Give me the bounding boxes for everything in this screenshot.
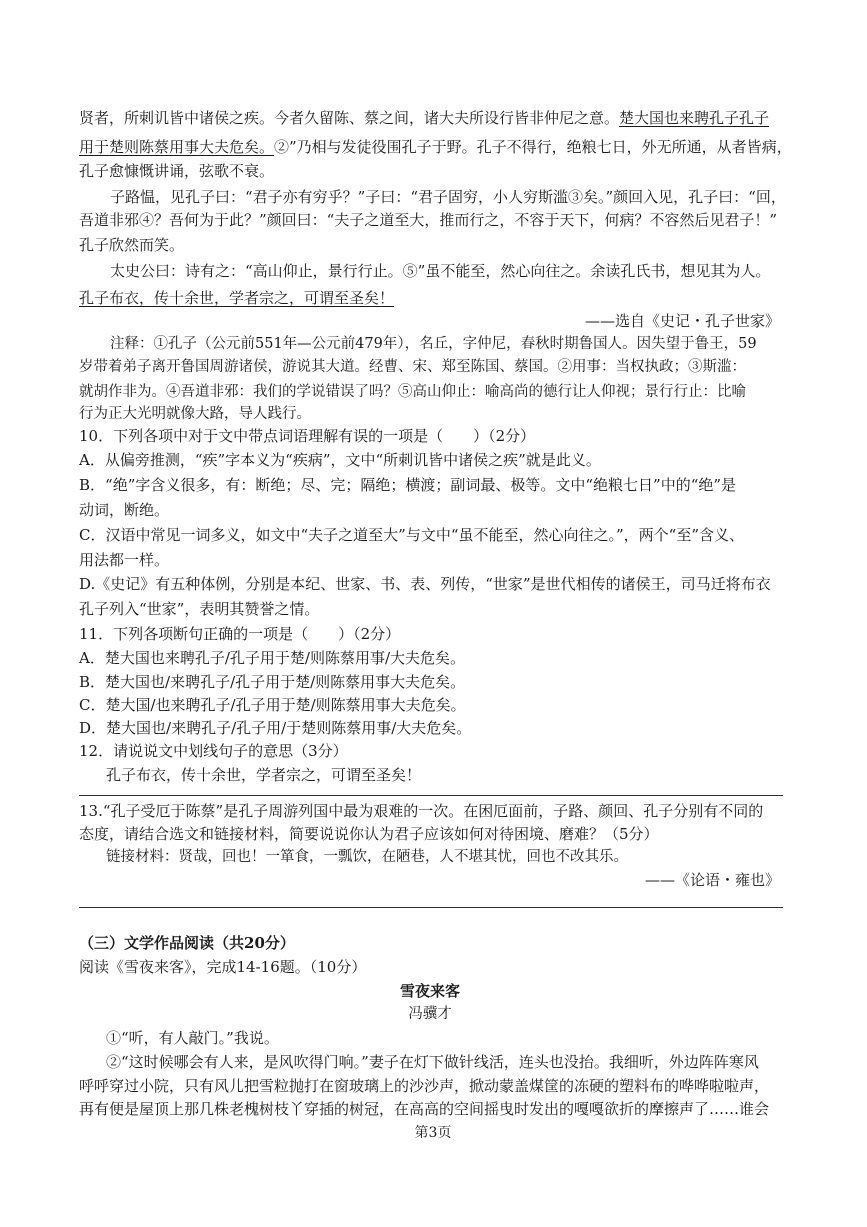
- divider: [79, 907, 783, 908]
- option-c-cont: 用法都一样。: [79, 551, 170, 569]
- question-12-stem: 12．请说说文中划线句子的意思（3分）: [79, 742, 348, 760]
- note-line: 行为正大光明就像大路，导人践行。: [79, 406, 311, 422]
- note-line: 就胡作非为。④吾道非邪：我们的学说错误了吗？⑤高山仰止：喻高尚的德行让人仰视；景行行止：比喻: [79, 384, 746, 400]
- question-11-stem: 11．下列各项断句正确的一项是（ ）（2分）: [79, 625, 401, 643]
- option-b-cont: 动词，断绝。: [79, 501, 170, 519]
- story-paragraph-cont: 呼呼穿过小院，只有风儿把雪粒抛打在窗玻璃上的沙沙声，掀动蒙盖煤筐的冻硬的塑料布的哗哗啦啦声，: [79, 1077, 770, 1095]
- question-13-stem-cont: 态度，请结合选文和链接材料，简要说说你认为君子应该如何对待困境、磨难？（5分）: [79, 825, 659, 843]
- passage-source: ——选自《史记・孔子世家》: [584, 312, 780, 330]
- page-number: 第3页: [414, 1125, 452, 1141]
- passage-line: 子路愠，见孔子曰：“君子亦有穷乎？”子曰：“君子固穷，小人穷斯滥③矣。”颜回入见，孔子曰：“回，: [110, 188, 786, 206]
- question-10-stem: 10．下列各项中对于文中带点词语理解有误的一项是（ ）（2分）: [79, 427, 536, 445]
- story-author: 冯骥才: [408, 1006, 452, 1022]
- underlined-sentence: 孔子布衣，传十余世，学者宗之，可谓至圣矣！: [79, 289, 395, 307]
- question-13-stem: 13.“孔子受厄于陈蔡”是孔子周游列国中最为艰难的一次。在困厄面前，子路、颜回、孔子分别有不同的: [79, 802, 764, 820]
- section-instruction: 阅读《雪夜来客》，完成14-16题。（10分）: [79, 958, 367, 976]
- story-paragraph-cont: 再有便是屋顶上那几株老槐树枝丫穿插的树冠，在高高的空间摇曳时发出的嘎嘎欲折的摩擦声了……谁会: [79, 1100, 770, 1118]
- passage-line: [79, 107, 769, 129]
- divider: [79, 795, 783, 796]
- passage-line: 吾道非邪④？吾何为于此？”颜回曰：“夫子之道至大，推而行之，不容于天下，何病？不容然后见君子！”: [79, 211, 778, 229]
- option-d-cont: 孔子列入“世家”，表明其赞誉之情。: [79, 600, 320, 618]
- passage-line: 太史公曰：诗有之：“高山仰止，景行行止。⑤”虽不能至，然心向往之。余读孔氏书，想见其为人。: [110, 262, 771, 280]
- underlined-sentence: 楚大国也来聘孔子孔子: [619, 109, 770, 127]
- option-b: B．“绝”字含义很多，有：断绝；尽、完；隔绝；横渡；副词最、极等。文中“绝粮七日”中的“绝”是: [79, 476, 737, 494]
- note-line: 岁带着弟子离开鲁国周游诸侯，游说其大道。经曹、宋、郑至陈国、蔡国。②用事：当权执政；③斯滥：: [79, 359, 746, 375]
- note-line: 注释：①孔子（公元前551年—公元前479年），名丘，字仲尼，春秋时期鲁国人。因失望于鲁王，59: [110, 336, 757, 352]
- option-a: A．从偏旁推测，“疾”字本义为“疾病”，文中“所刺讥皆中诸侯之疾”就是此义。: [79, 451, 601, 469]
- link-material: 链接材料：贤哉，回也！一箪食，一瓢饮，在陋巷，人不堪其忧，回也不改其乐。: [106, 849, 628, 865]
- option-c: C．汉语中常见一词多义，如文中“夫子之道至大”与文中“虽不能至，然心向往之。”，两个“至”含义、: [79, 526, 744, 544]
- option-c: C．楚大国/也来聘孔子/孔子用于楚/则陈蔡用事大夫危矣。: [79, 696, 466, 714]
- option-d: D.《史记》有五种体例，分别是本纪、世家、书、表、列传，“世家”是世代相传的诸侯王，司马迁将布衣: [79, 575, 771, 593]
- story-paragraph: ①“听，有人敲门。”我说。: [106, 1029, 279, 1047]
- passage-text: ②”乃相与发徒役围孔子于野。孔子不得行，绝粮七日，外无所通，从者皆病，: [274, 138, 792, 156]
- option-d: D．楚大国也/来聘孔子/孔子用/于楚则陈蔡用事/大夫危矣。: [79, 719, 472, 737]
- story-paragraph: ②“这时候哪会有人来，是风吹得门响。”妻子在灯下做针线活，连头也没抬。我细听，外边阵阵寒风: [106, 1053, 759, 1071]
- passage-line: 孔子愈慷慨讲诵，弦歌不衰。: [79, 162, 275, 180]
- underlined-sentence: 用于楚则陈蔡用事大夫危矣。: [79, 138, 275, 156]
- link-source: ——《论语・雍也》: [644, 871, 780, 889]
- story-title: 雪夜来客: [399, 982, 460, 1000]
- option-a: A．楚大国也来聘孔子/孔子用于楚/则陈蔡用事/大夫危矣。: [79, 649, 465, 667]
- passage-text: 贤者，所刺讥皆中诸侯之疾。今者久留陈、蔡之间，诸大夫所设行皆非仲尼之意。: [79, 109, 620, 127]
- question-12-sentence: 孔子布衣，传十余世，学者宗之，可谓至圣矣！: [106, 766, 422, 784]
- section-heading: （三）文学作品阅读（共20分）: [79, 934, 295, 952]
- option-b: B．楚大国也/来聘孔子/孔子用于楚/则陈蔡用事大夫危矣。: [79, 673, 466, 691]
- passage-line: 孔子欣然而笑。: [79, 236, 185, 254]
- passage-line: [79, 136, 792, 158]
